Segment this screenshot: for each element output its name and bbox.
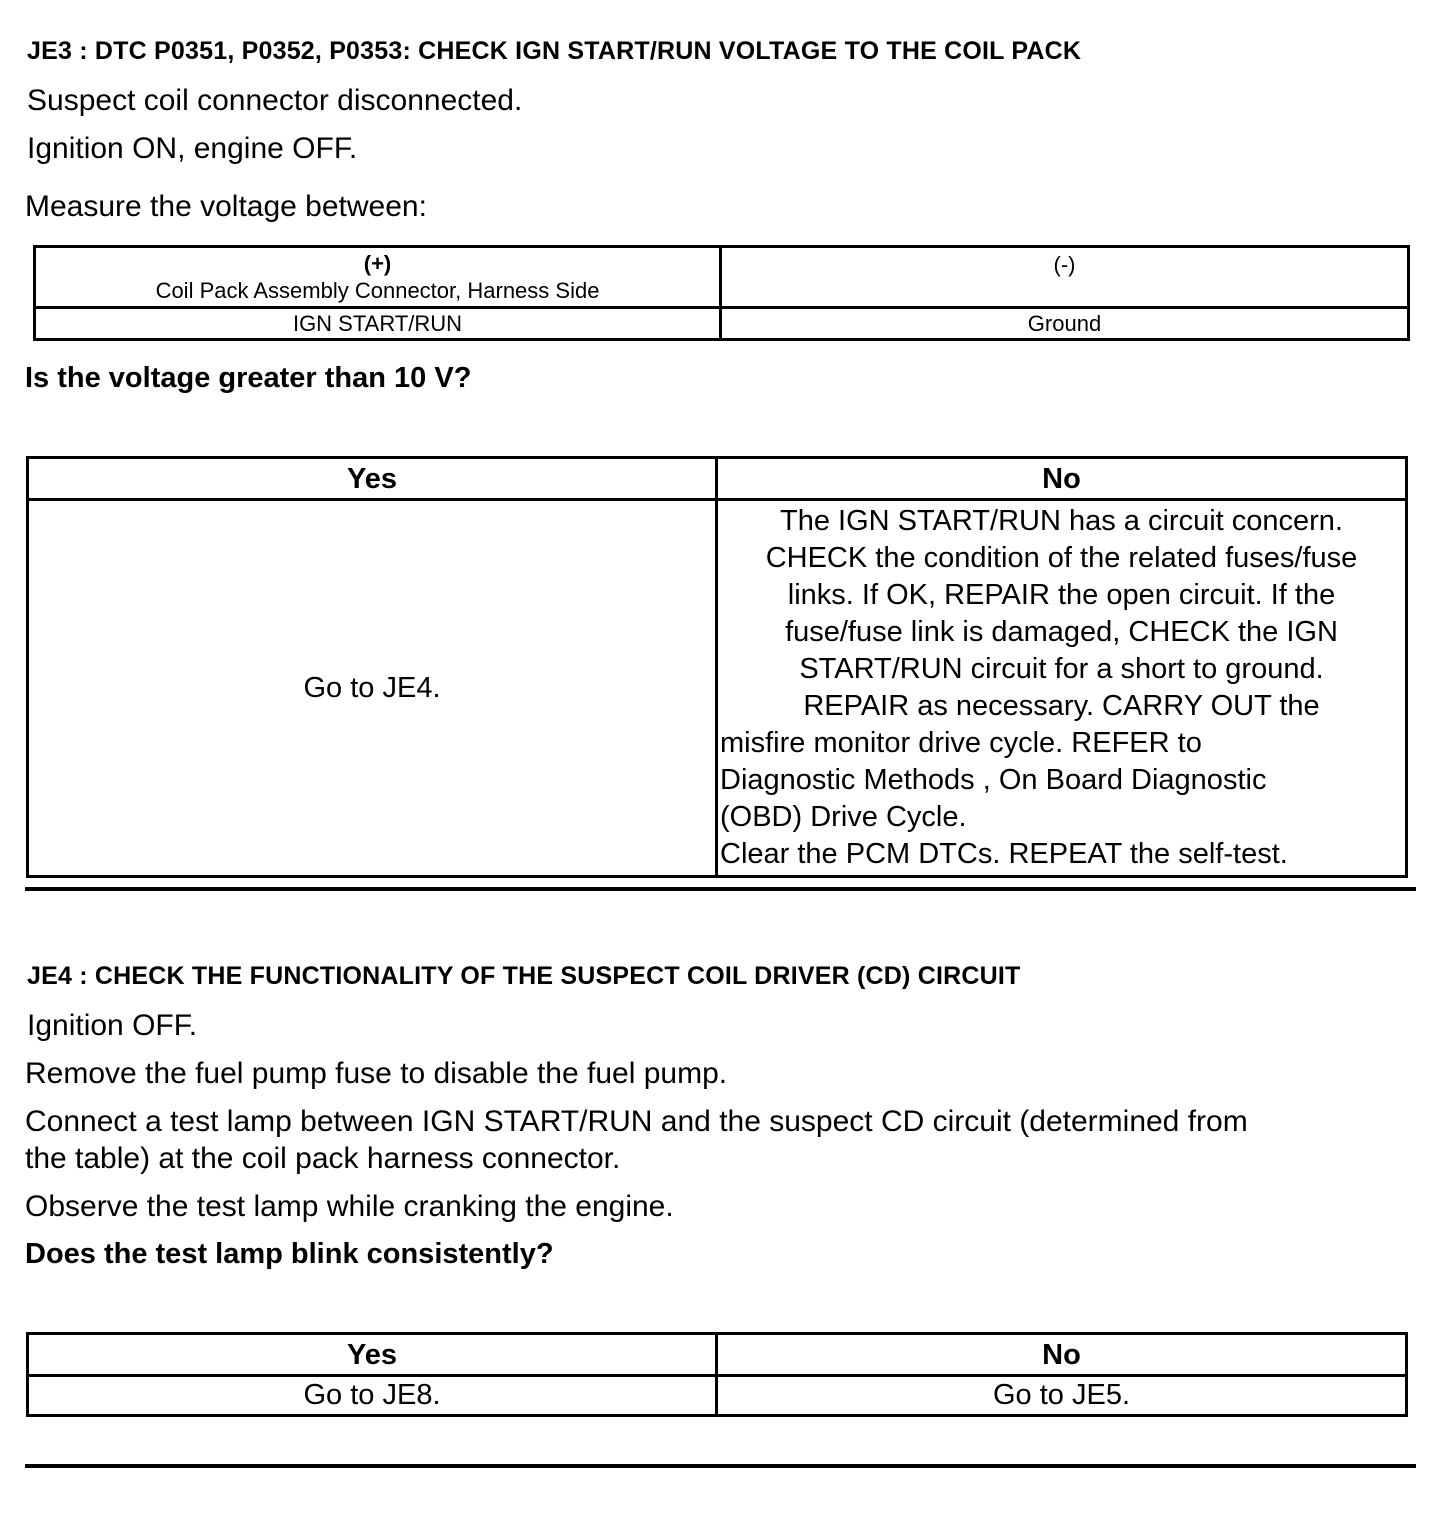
je4-step-4: Observe the test lamp while cranking the engine. (25, 1190, 674, 1223)
plus-value: IGN START/RUN (35, 308, 721, 340)
je4-step-3-continued: the table) at the coil pack harness connector. (25, 1142, 621, 1175)
je3-no-line: Clear the PCM DTCs. REPEAT the self-test. (720, 838, 1288, 870)
je3-answer-row (28, 500, 1407, 877)
measurement-header-row (35, 247, 1409, 308)
je3-yes-cell: Go to JE4. (28, 500, 717, 877)
je4-yes-cell: Go to JE8. (28, 1376, 717, 1416)
je3-no-line: The IGN START/RUN has a circuit concern. (780, 505, 1343, 537)
je3-no-line: CHECK the condition of the related fuses/fuse (765, 542, 1358, 574)
je3-no-line: (OBD) Drive Cycle. (720, 801, 967, 833)
je3-no-cell (717, 500, 1407, 877)
je4-yes-header: Yes (28, 1334, 717, 1376)
je3-answer-table (26, 456, 1408, 878)
je3-no-line: Diagnostic Methods , On Board Diagnostic (720, 764, 1267, 796)
measurement-value-row (35, 308, 1409, 340)
je4-answer-table (26, 1332, 1408, 1417)
je3-no-line: REPAIR as necessary. CARRY OUT the (803, 690, 1320, 722)
je3-heading: JE3 : DTC P0351, P0352, P0353: CHECK IGN START/RUN VOLTAGE TO THE COIL PACK (27, 37, 1082, 65)
je4-step-1: Ignition OFF. (27, 1009, 198, 1042)
je3-no-text (718, 501, 1405, 875)
je3-no-line: links. If OK, REPAIR the open circuit. If the (787, 579, 1336, 611)
je4-answer-header-row (28, 1334, 1407, 1376)
je4-heading: JE4 : CHECK THE FUNCTIONALITY OF THE SUSPECT COIL DRIVER (CD) CIRCUIT (27, 962, 1021, 990)
je3-no-line: misfire monitor drive cycle. REFER to (720, 727, 1202, 759)
minus-header (721, 247, 1409, 308)
je3-step-1: Suspect coil connector disconnected. (27, 84, 523, 117)
minus-value: Ground (721, 308, 1409, 340)
section-divider (25, 887, 1416, 891)
je4-answer-row (28, 1376, 1407, 1416)
measurement-table (33, 245, 1410, 341)
minus-sign: (-) (1053, 252, 1076, 277)
plus-description: Coil Pack Assembly Connector, Harness Side (155, 278, 600, 303)
je4-no-header: No (717, 1334, 1407, 1376)
je4-no-cell: Go to JE5. (717, 1376, 1407, 1416)
je3-answer-header-row (28, 458, 1407, 500)
je4-step-3: Connect a test lamp between IGN START/RUN and the suspect CD circuit (determined from (25, 1105, 1248, 1138)
je3-no-line: fuse/fuse link is damaged, CHECK the IGN (785, 616, 1338, 648)
je3-no-line: START/RUN circuit for a short to ground. (799, 653, 1324, 685)
je4-question: Does the test lamp blink consistently? (25, 1238, 554, 1270)
je3-yes-header: Yes (28, 458, 717, 500)
bottom-divider (25, 1464, 1416, 1468)
je3-step-2: Ignition ON, engine OFF. (27, 132, 358, 165)
je3-no-header: No (717, 458, 1407, 500)
plus-header (35, 247, 721, 308)
je3-question: Is the voltage greater than 10 V? (25, 362, 472, 394)
je3-step-3: Measure the voltage between: (25, 190, 427, 223)
je4-step-2: Remove the fuel pump fuse to disable the fuel pump. (25, 1057, 728, 1090)
plus-sign: (+) (363, 251, 392, 276)
